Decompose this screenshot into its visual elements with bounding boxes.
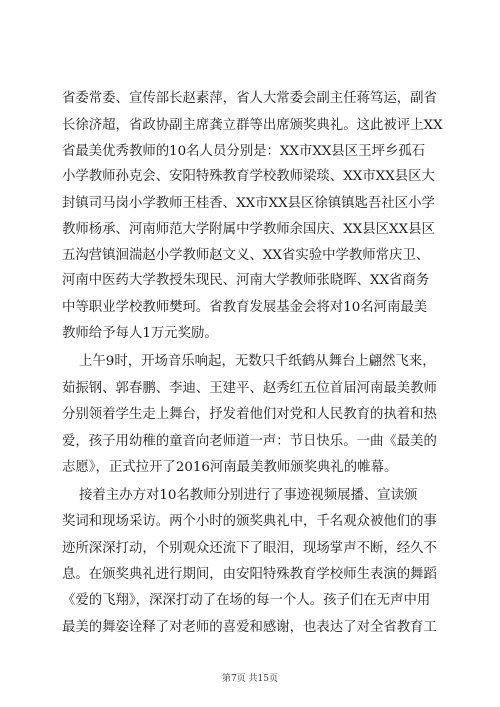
text-line: 爱，孩子用幼稚的童音向老师道一声：节日快乐。一曲《最美的 [62, 434, 437, 449]
text-line: 省最美优秀教师的10名人员分别是：XX市XX县区王坪乡孤石 [62, 144, 426, 159]
text-line: 教师杨承、河南师范大学附属中学教师余国庆、XX县区XX县区 [62, 222, 435, 237]
text-line: 分别领着学生走上舞台，抒发着他们对党和人民教育的执着和热 [62, 407, 437, 422]
text-line: 小学教师孙克会、安阳特殊教育学校教师梁琰、XX市XX县区大 [62, 169, 435, 184]
text-line: 息。在颁奖典礼进行期间，由安阳特殊教育学校师生表演的舞蹈 [62, 567, 437, 582]
text-line: 五沟营镇洄湍赵小学教师赵文义、XX省实验中学教师常庆卫、 [62, 248, 430, 263]
text-line: 迹所深深打动，个别观众还流下了眼泪，现场掌声不断，经久不 [62, 541, 437, 556]
text-line: 教师给予每人1万元奖励。 [62, 326, 218, 341]
text-line: 《爱的飞翔》，深深打动了在场的每一个人。孩子们在无声中用 [62, 593, 431, 608]
text-line: 接着主办方对10名教师分别进行了事迹视频展播、宣读颁 [62, 488, 418, 503]
text-line: 封镇司马岗小学教师王桂香、XX市XX县区徐镇镇匙吾社区小学 [62, 196, 435, 211]
text-line: 河南中医药大学教授朱现民、河南大学教师张晓晖、XX省商务 [62, 273, 430, 288]
text-line: 茹振钢、郭春鹏、李迪、王建平、赵秀红五位首届河南最美教师 [62, 381, 437, 396]
text-line: 长徐济超，省政协副主席龚立群等出席颁奖典礼。这此被评上XX [62, 118, 443, 133]
text-line: 上午9时，开场音乐响起，无数只千纸鹤从舞台上翩然飞来， [62, 354, 436, 369]
page-footer: 第7页 共15页 [221, 674, 279, 684]
text-line: 中等职业学校教师樊珂。省教育发展基金会将对10名河南最美 [62, 300, 428, 315]
text-line: 最美的舞姿诠释了对老师的喜爱和感谢，也表达了对全省教育工 [62, 620, 437, 635]
text-line: 省委常委、宣传部长赵素萍，省人大常委会副主任蒋笃运，副省 [62, 91, 437, 106]
text-line: 志愿》，正式拉开了2016河南最美教师颁奖典礼的帷幕。 [62, 460, 398, 475]
text-line: 奖词和现场采访。两个小时的颁奖典礼中，千名观众被他们的事 [62, 514, 437, 529]
